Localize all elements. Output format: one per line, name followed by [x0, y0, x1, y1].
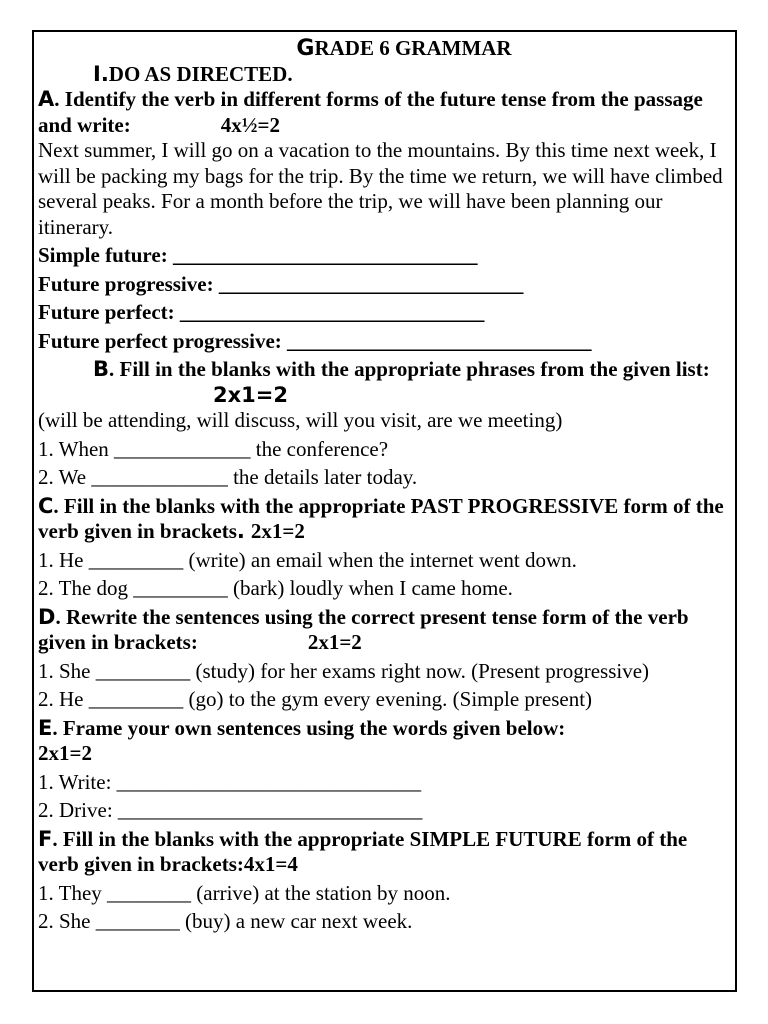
section-b-phrase-list: (will be attending, will discuss, will you visit, are we meeting) [38, 408, 563, 432]
section-f-marks: 4x1=4 [243, 852, 298, 876]
section-c-question-1: 1. He _________ (write) an email when the internet went down. [38, 547, 577, 572]
section-d-marks: 2x1=2 [307, 630, 362, 654]
section-a-instruction: A. Identify the verb in different forms of the future tense from the passage and write: 4x½=2 [38, 87, 703, 137]
section-c-instruction: C. Fill in the blanks with the appropriate PAST PROGRESSIVE form of the verb given in brackets. 2x1=2 [38, 493, 724, 543]
section-b-marks: 2x1=2 [213, 382, 288, 407]
section-e-marks: 2x1=2 [38, 741, 92, 765]
section-heading: I.DO AS DIRECTED. [93, 61, 293, 86]
section-f-question-2: 2. She ________ (buy) a new car next week. [38, 909, 413, 933]
section-e-question-2: 2. Drive: _____________________________ [38, 798, 423, 822]
section-e-question-1: 1. Write: _____________________________ [38, 769, 422, 794]
future-perfect-progressive-item: Future perfect progressive: _____________________________ [38, 328, 592, 353]
section-a-marks: 4x½=2 [220, 112, 280, 137]
section-b-question-1: 1. When _____________ the conference? [38, 436, 389, 461]
section-f-question-1: 1. They ________ (arrive) at the station by noon. [38, 880, 451, 905]
future-progressive-item: Future progressive: _____________________________ [38, 271, 524, 296]
future-perfect-item: Future perfect: _____________________________ [38, 300, 485, 324]
section-e-instruction: E. Frame your own sentences using the words given below: [38, 715, 566, 740]
worksheet [38, 36, 730, 935]
section-c-question-2: 2. The dog _________ (bark) loudly when I came home. [38, 576, 513, 600]
section-b-question-2: 2. We _____________ the details later today. [38, 465, 418, 489]
simple-future-item: Simple future: _____________________________ [38, 243, 478, 267]
section-d-question-2: 2. He _________ (go) to the gym every evening. (Simple present) [38, 687, 593, 711]
section-d-instruction: D. Rewrite the sentences using the correct present tense form of the verb given in brackets: 2x1=2 [38, 604, 689, 654]
section-b-instruction: B. Fill in the blanks with the appropriate phrases from the given list:2x1=2 [93, 357, 710, 407]
section-f-instruction: F. Fill in the blanks with the appropriate SIMPLE FUTURE form of the verb given in brackets:4x1=4 [38, 826, 688, 876]
section-d-question-1: 1. She _________ (study) for her exams right now. (Present progressive) [38, 658, 650, 683]
section-c-marks: 2x1=2 [250, 519, 305, 543]
page-title: GRADE 6 GRAMMAR [296, 36, 512, 61]
section-a-passage: Next summer, I will go on a vacation to the mountains. By this time next week, I will be packing my bags for the trip. By the time we return, we will have climbed several peaks. For a month before the trip, we will have been planning our itinerary. [38, 138, 723, 239]
